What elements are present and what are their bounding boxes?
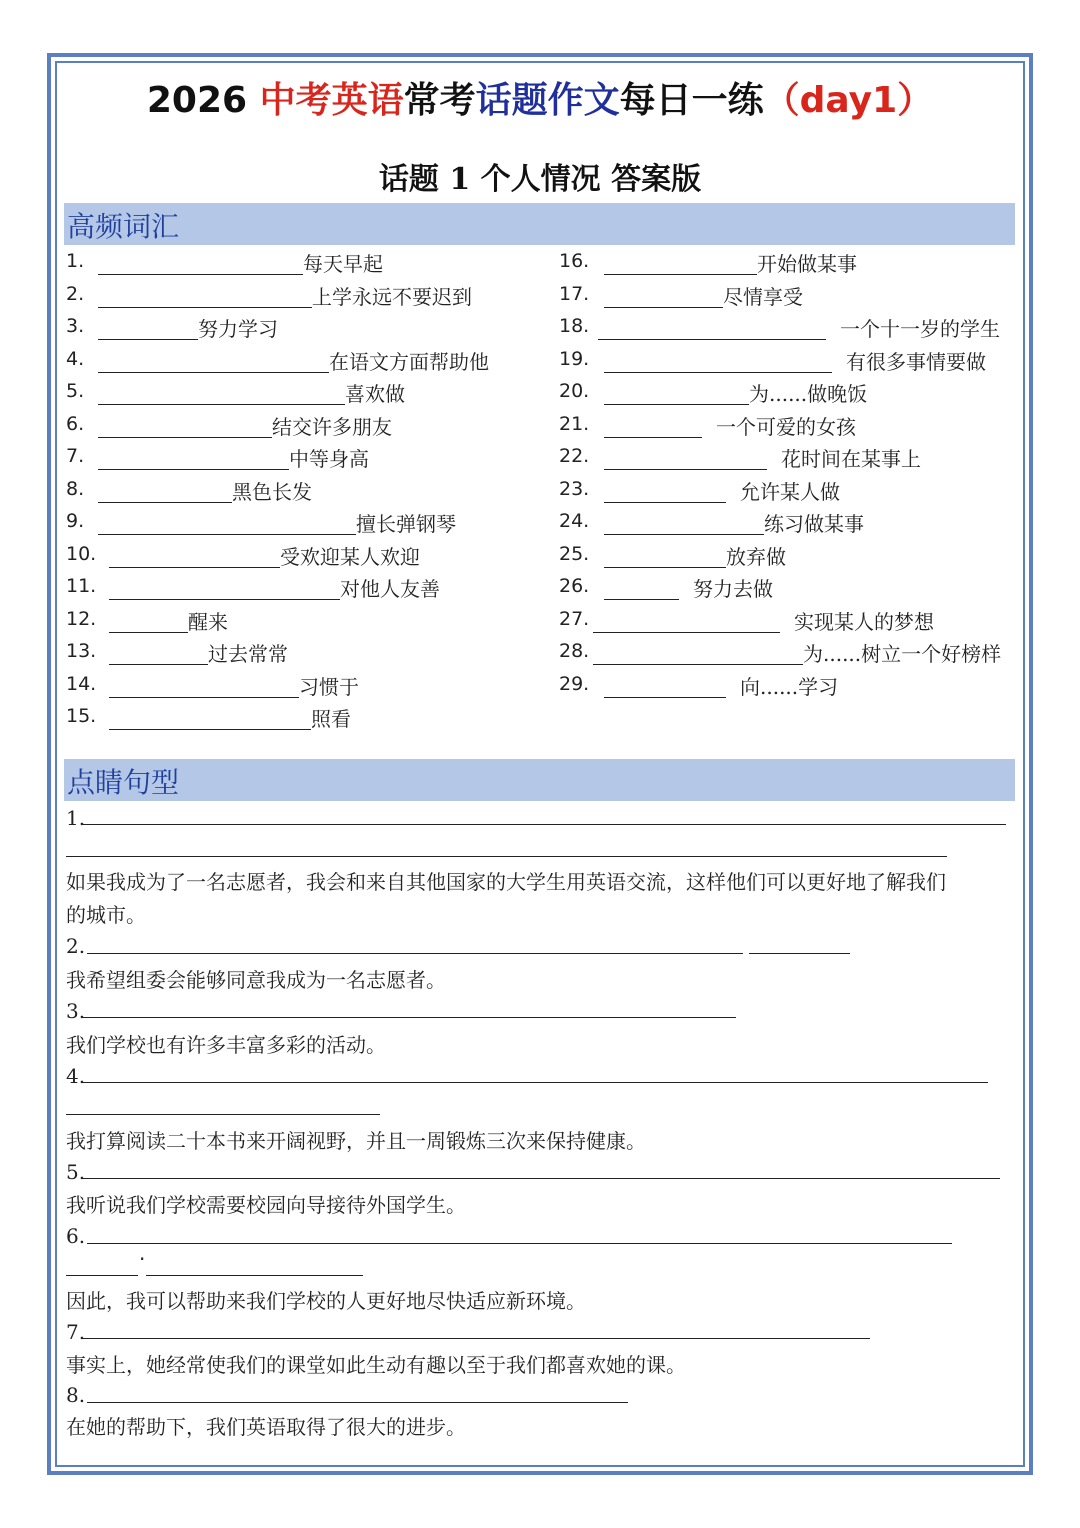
vocab-meaning: 为......做晚饭 (749, 382, 868, 406)
page-title (0, 72, 1080, 123)
title-part: 2026 (146, 80, 260, 121)
vocab-number: 7. (66, 445, 85, 467)
sentences-section-title: 点睛句型 (67, 766, 180, 799)
vocab-meaning: 中等身高 (289, 447, 369, 471)
vocab-row (0, 638, 1080, 668)
vocab-row (0, 248, 1080, 278)
vocab-meaning: 尽情享受 (723, 284, 803, 309)
answer-blank[interactable] (604, 599, 679, 600)
vocab-number: 9. (66, 510, 85, 532)
sentence-number: 2. (66, 934, 86, 958)
sentences-section-bar (64, 759, 1015, 801)
vocab-row (0, 476, 1080, 506)
vocab-number: 22. (559, 445, 590, 467)
vocab-row (0, 281, 1080, 311)
answer-blank[interactable] (604, 697, 726, 698)
vocab-number: 1. (66, 250, 85, 272)
sentence-number: 7. (66, 1320, 86, 1344)
sentence-translation: 我打算阅读二十本书来开阔视野，并且一周锻炼三次来保持健康。 (66, 1129, 646, 1153)
answer-line[interactable] (66, 1275, 138, 1276)
sentence-number: 6. (66, 1224, 86, 1248)
vocab-meaning: 黑色长发 (232, 479, 312, 504)
vocab-meaning: 向......学习 (740, 674, 839, 699)
vocab-row (0, 378, 1080, 408)
title-part: 话题作文 (475, 80, 620, 121)
vocab-number: 12. (66, 607, 97, 630)
vocab-number: 16. (559, 250, 590, 272)
answer-blank[interactable] (593, 632, 780, 633)
punctuation-mark: . (139, 1241, 146, 1265)
vocab-number: 3. (66, 315, 85, 337)
vocab-number: 26. (559, 575, 590, 597)
answer-blank[interactable] (604, 502, 726, 503)
vocab-meaning: 一个可爱的女孩 (716, 414, 856, 439)
title-part: （day1） (763, 80, 934, 121)
vocab-number: 25. (559, 542, 590, 565)
vocab-number: 19. (559, 347, 590, 370)
vocab-number: 8. (66, 477, 85, 500)
vocab-meaning: 在语文方面帮助他 (329, 349, 489, 374)
answer-line[interactable] (82, 1082, 988, 1083)
vocab-meaning: 一个十一岁的学生 (840, 317, 1000, 341)
vocab-meaning: 结交许多朋友 (272, 414, 392, 439)
sentence-number: 4. (66, 1064, 86, 1088)
vocab-row (0, 573, 1080, 603)
sentence-number: 5. (66, 1160, 86, 1184)
vocab-row (0, 313, 1080, 343)
sentence-translation: 事实上，她经常使我们的课堂如此生动有趣以至于我们都喜欢她的课。 (66, 1353, 686, 1377)
answer-blank[interactable] (604, 404, 749, 405)
vocab-number: 18. (559, 315, 590, 337)
vocab-meaning: 擅长弹钢琴 (356, 512, 456, 536)
sentence-number: 1. (66, 806, 86, 830)
vocab-number: 20. (559, 380, 590, 402)
vocab-meaning: 每天早起 (303, 252, 383, 276)
vocab-meaning: 放弃做 (726, 544, 786, 569)
answer-line[interactable] (87, 1402, 628, 1403)
answer-blank[interactable] (598, 339, 826, 340)
vocab-number: 5. (66, 380, 85, 402)
answer-line[interactable] (66, 1114, 380, 1115)
vocab-meaning: 努力学习 (198, 317, 278, 341)
answer-line[interactable] (87, 953, 743, 954)
answer-line[interactable] (82, 1017, 736, 1018)
vocab-number: 21. (559, 412, 590, 435)
vocab-meaning: 开始做某事 (757, 252, 857, 276)
vocab-meaning: 允许某人做 (740, 479, 840, 504)
vocab-row (0, 703, 1080, 733)
vocab-row (0, 671, 1080, 701)
answer-blank[interactable] (109, 729, 311, 730)
vocab-row (0, 508, 1080, 538)
sentence-translation: 如果我成为了一名志愿者，我会和来自其他国家的大学生用英语交流，这样他们可以更好地了解我们 (66, 870, 946, 894)
vocab-number: 11. (66, 575, 97, 597)
vocab-meaning: 上学永远不要迟到 (312, 284, 472, 309)
vocab-row (0, 541, 1080, 571)
title-part: 每日一练 (619, 80, 764, 121)
vocab-number: 17. (559, 282, 590, 305)
sentence-translation: 我们学校也有许多丰富多彩的活动。 (66, 1033, 386, 1057)
vocab-section-bar (64, 203, 1015, 245)
answer-blank[interactable] (604, 567, 726, 568)
vocab-meaning: 醒来 (188, 609, 228, 634)
vocab-number: 28. (559, 640, 590, 662)
sentence-translation: 在她的帮助下，我们英语取得了很大的进步。 (66, 1415, 466, 1439)
page-subtitle: 话题 1 个人情况 答案版 (378, 162, 702, 197)
answer-line[interactable] (82, 1338, 870, 1339)
vocab-section-title: 高频词汇 (67, 210, 180, 243)
sentence-translation: 我希望组委会能够同意我成为一名志愿者。 (66, 968, 446, 992)
answer-line[interactable] (82, 1178, 1000, 1179)
answer-blank[interactable] (604, 437, 702, 438)
vocab-number: 4. (66, 347, 85, 370)
answer-line[interactable] (749, 953, 850, 954)
sentence-translation: 我听说我们学校需要校园向导接待外国学生。 (66, 1193, 466, 1217)
vocab-meaning: 受欢迎某人欢迎 (280, 544, 420, 569)
answer-line[interactable] (87, 1243, 952, 1244)
vocab-number: 29. (559, 672, 590, 695)
answer-line[interactable] (66, 856, 947, 857)
vocab-number: 10. (66, 542, 97, 565)
answer-blank[interactable] (604, 534, 764, 535)
title-part: 中考英语 (259, 80, 404, 121)
answer-blank[interactable] (604, 372, 832, 373)
vocab-number: 27. (559, 607, 590, 630)
answer-line[interactable] (82, 824, 1006, 825)
vocab-row (0, 411, 1080, 441)
vocab-number: 23. (559, 477, 590, 500)
vocab-meaning: 喜欢做 (345, 382, 405, 406)
vocab-number: 6. (66, 412, 85, 435)
vocab-row (0, 443, 1080, 473)
sentence-number: 8. (66, 1383, 86, 1407)
vocab-number: 24. (559, 510, 590, 532)
vocab-meaning: 习惯于 (299, 674, 359, 699)
sentence-number: 3. (66, 999, 86, 1023)
title-part: 常考 (403, 80, 476, 121)
vocab-meaning: 有很多事情要做 (846, 349, 986, 374)
vocab-meaning: 过去常常 (208, 642, 288, 666)
vocab-meaning: 照看 (311, 707, 351, 731)
vocab-number: 15. (66, 705, 97, 727)
vocab-meaning: 为......树立一个好榜样 (803, 642, 1002, 666)
answer-blank[interactable] (593, 664, 803, 665)
vocab-row (0, 346, 1080, 376)
answer-blank[interactable] (604, 469, 767, 470)
sentence-translation-cont: 的城市。 (66, 903, 146, 927)
answer-blank[interactable] (604, 307, 723, 308)
vocab-meaning: 花时间在某事上 (781, 447, 921, 471)
vocab-meaning: 实现某人的梦想 (794, 609, 934, 634)
vocab-number: 14. (66, 672, 97, 695)
vocab-number: 2. (66, 282, 85, 305)
sentence-translation: 因此，我可以帮助来我们学校的人更好地尽快适应新环境。 (66, 1289, 586, 1313)
vocab-number: 13. (66, 640, 97, 662)
answer-line[interactable] (146, 1275, 363, 1276)
vocab-meaning: 努力去做 (693, 577, 773, 601)
vocab-meaning: 练习做某事 (764, 512, 864, 536)
answer-blank[interactable] (604, 274, 757, 275)
vocab-row (0, 606, 1080, 636)
vocab-meaning: 对他人友善 (340, 577, 440, 601)
